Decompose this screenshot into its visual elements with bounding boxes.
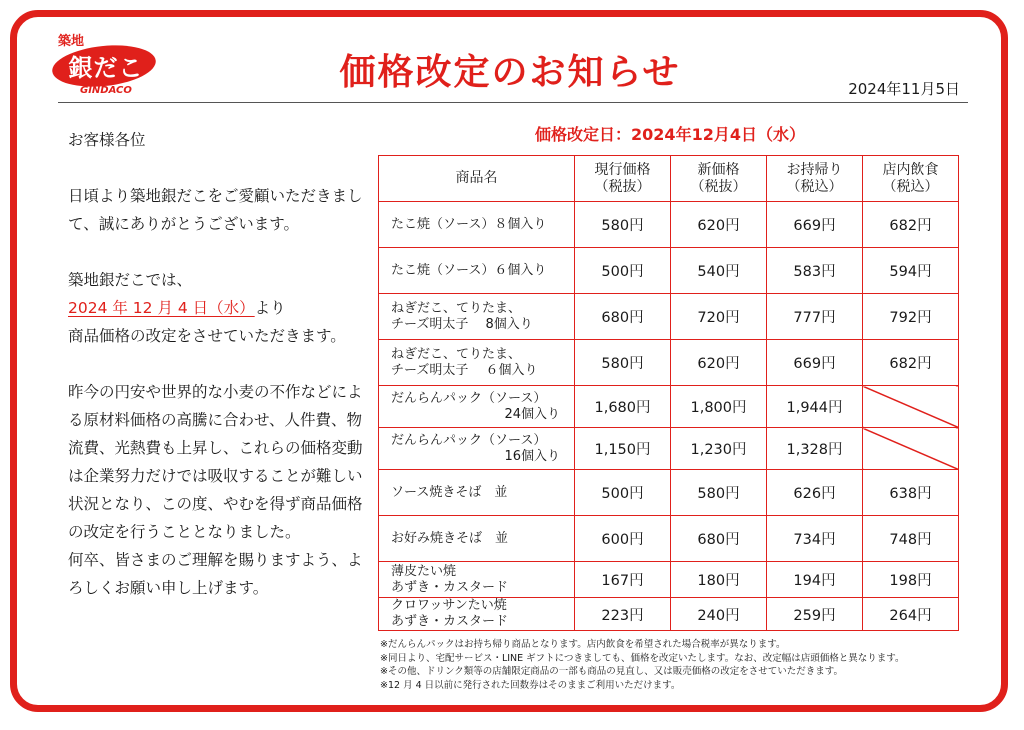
footnote: ※同日より、宅配サービス・LINE ギフトにつきましても、価格を改定いたします。なお、改定幅は店頭価格と異なります。 bbox=[380, 652, 905, 664]
product-name-line-2: あずき・カスタード bbox=[391, 579, 509, 595]
takeout-price-cell: 1,328円 bbox=[767, 428, 863, 470]
new-price-cell: 680円 bbox=[671, 516, 767, 562]
table-row bbox=[379, 202, 959, 248]
product-name-cell bbox=[379, 248, 575, 294]
current-price-cell: 1,150円 bbox=[575, 428, 671, 470]
header-current-price: 現行価格 （税抜） bbox=[575, 156, 671, 202]
header-divider bbox=[58, 102, 968, 103]
new-price-cell: 620円 bbox=[671, 340, 767, 386]
product-name-line-1: ソース焼きそば 並 bbox=[391, 484, 508, 500]
new-price-cell: 1,800円 bbox=[671, 386, 767, 428]
header-dinein-price: 店内飲食 （税込） bbox=[863, 156, 959, 202]
current-price-cell: 167円 bbox=[575, 562, 671, 598]
new-price-cell: 1,230円 bbox=[671, 428, 767, 470]
dinein-price-cell: 198円 bbox=[863, 562, 959, 598]
dinein-not-applicable-cell bbox=[863, 386, 959, 428]
dinein-price-cell: 682円 bbox=[863, 340, 959, 386]
product-name-cell bbox=[379, 516, 575, 562]
letter-body bbox=[68, 126, 364, 602]
product-name-cell bbox=[379, 598, 575, 631]
current-price-cell: 223円 bbox=[575, 598, 671, 631]
price-table bbox=[378, 155, 959, 631]
new-price-cell: 180円 bbox=[671, 562, 767, 598]
letter-p2-after: より bbox=[254, 299, 286, 317]
product-name-line-1: 薄皮たい焼 bbox=[391, 563, 457, 579]
table-row bbox=[379, 294, 959, 340]
table-header-row bbox=[379, 156, 959, 202]
product-name-line-1: だんらんパック（ソース） bbox=[391, 432, 547, 448]
dinein-price-cell: 792円 bbox=[863, 294, 959, 340]
new-price-cell: 580円 bbox=[671, 470, 767, 516]
table-row bbox=[379, 428, 959, 470]
dinein-price-cell: 264円 bbox=[863, 598, 959, 631]
product-name-line-2: 16個入り bbox=[504, 448, 560, 464]
product-name-cell bbox=[379, 202, 575, 248]
takeout-price-cell: 259円 bbox=[767, 598, 863, 631]
current-price-cell: 1,680円 bbox=[575, 386, 671, 428]
current-price-cell: 500円 bbox=[575, 470, 671, 516]
footnote: ※だんらんパックはお持ち帰り商品となります。店内飲食を希望された場合税率が異なります。 bbox=[380, 639, 786, 650]
table-row bbox=[379, 248, 959, 294]
letter-p2-date: 2024 年 12 月 4 日（水） bbox=[68, 299, 255, 317]
logo-top-text: 築地 bbox=[58, 34, 85, 49]
product-name-line-2: あずき・カスタード bbox=[391, 614, 509, 629]
letter-paragraph-4: 何卒、皆さまのご理解を賜りますよう、よろしくお願い申し上げます。 bbox=[68, 551, 363, 597]
logo-english-text: GINDACO bbox=[80, 85, 132, 96]
product-name-cell bbox=[379, 562, 575, 598]
product-name-line-2: チーズ明太子 8個入り bbox=[391, 316, 533, 332]
current-price-cell: 500円 bbox=[575, 248, 671, 294]
product-name-line-2: 24個入り bbox=[504, 406, 560, 422]
gindaco-logo bbox=[52, 30, 160, 98]
header-takeout-price: お持帰り （税込） bbox=[767, 156, 863, 202]
page-title: 価格改定のお知らせ bbox=[339, 52, 681, 93]
product-name-line-1: クロワッサンたい焼 bbox=[391, 598, 507, 613]
current-price-cell: 600円 bbox=[575, 516, 671, 562]
product-name-line-2: チーズ明太子 ６個入り bbox=[391, 362, 538, 378]
product-name-line-1: たこ焼（ソース）８個入り bbox=[391, 216, 547, 232]
product-name-line-1: お好み焼きそば 並 bbox=[391, 530, 509, 546]
letter-paragraph-3: 昨今の円安や世界的な小麦の不作などによる原材料価格の高騰に合わせ、人件費、物流費、光熱費も上昇し、これらの価格変動は企業努力だけでは吸収することが難しい状況となり、この度、やむを得ず商品価格の改定を行うこととなりました。 bbox=[68, 383, 363, 541]
table-row bbox=[379, 598, 959, 631]
letter-p2-rest: 商品価格の改定をさせていただきます。 bbox=[68, 327, 346, 345]
letter-paragraph-1: 日頃より築地銀だこをご愛顧いただきまして、誠にありがとうございます。 bbox=[68, 187, 363, 233]
takeout-price-cell: 734円 bbox=[767, 516, 863, 562]
logo-main-text: 銀だこ bbox=[68, 54, 144, 82]
footnotes bbox=[380, 638, 980, 692]
new-price-cell: 620円 bbox=[671, 202, 767, 248]
dinein-not-applicable-cell bbox=[863, 428, 959, 470]
header-new-price: 新価格 （税抜） bbox=[671, 156, 767, 202]
letter-paragraph-2 bbox=[68, 266, 364, 350]
header-product-name: 商品名 bbox=[379, 156, 575, 202]
takeout-price-cell: 669円 bbox=[767, 340, 863, 386]
new-price-cell: 240円 bbox=[671, 598, 767, 631]
table-row bbox=[379, 562, 959, 598]
table-row bbox=[379, 516, 959, 562]
letter-p2-lead: 築地銀だこでは、 bbox=[68, 271, 193, 289]
footnote: ※その他、ドリンク類等の店舗限定商品の一部も商品の見直し、又は販売価格の改定をさせていただきます。 bbox=[380, 666, 844, 677]
dinein-price-cell: 748円 bbox=[863, 516, 959, 562]
product-name-cell bbox=[379, 386, 575, 428]
product-name-cell bbox=[379, 340, 575, 386]
takeout-price-cell: 1,944円 bbox=[767, 386, 863, 428]
product-name-line-1: だんらんパック（ソース） bbox=[391, 390, 547, 406]
takeout-price-cell: 669円 bbox=[767, 202, 863, 248]
effective-date: 価格改定日：2024年12月4日（水） bbox=[535, 125, 805, 144]
footnote: ※12 月 4 日以前に発行された回数券はそのままご利用いただけます。 bbox=[380, 679, 681, 691]
product-name-cell bbox=[379, 470, 575, 516]
dinein-price-cell: 638円 bbox=[863, 470, 959, 516]
table-row bbox=[379, 470, 959, 516]
current-price-cell: 580円 bbox=[575, 340, 671, 386]
notice-date: 2024年11月5日 bbox=[848, 80, 960, 98]
current-price-cell: 680円 bbox=[575, 294, 671, 340]
takeout-price-cell: 583円 bbox=[767, 248, 863, 294]
product-name-line-1: ねぎだこ、てりたま、 bbox=[391, 300, 522, 316]
takeout-price-cell: 194円 bbox=[767, 562, 863, 598]
table-row bbox=[379, 340, 959, 386]
new-price-cell: 540円 bbox=[671, 248, 767, 294]
new-price-cell: 720円 bbox=[671, 294, 767, 340]
product-name-line-1: ねぎだこ、てりたま、 bbox=[391, 346, 522, 362]
letter-greeting: お客様各位 bbox=[68, 131, 146, 149]
product-name-line-1: たこ焼（ソース）６個入り bbox=[391, 262, 547, 278]
product-name-cell bbox=[379, 294, 575, 340]
dinein-price-cell: 594円 bbox=[863, 248, 959, 294]
takeout-price-cell: 626円 bbox=[767, 470, 863, 516]
product-name-cell bbox=[379, 428, 575, 470]
current-price-cell: 580円 bbox=[575, 202, 671, 248]
table-row bbox=[379, 386, 959, 428]
takeout-price-cell: 777円 bbox=[767, 294, 863, 340]
dinein-price-cell: 682円 bbox=[863, 202, 959, 248]
